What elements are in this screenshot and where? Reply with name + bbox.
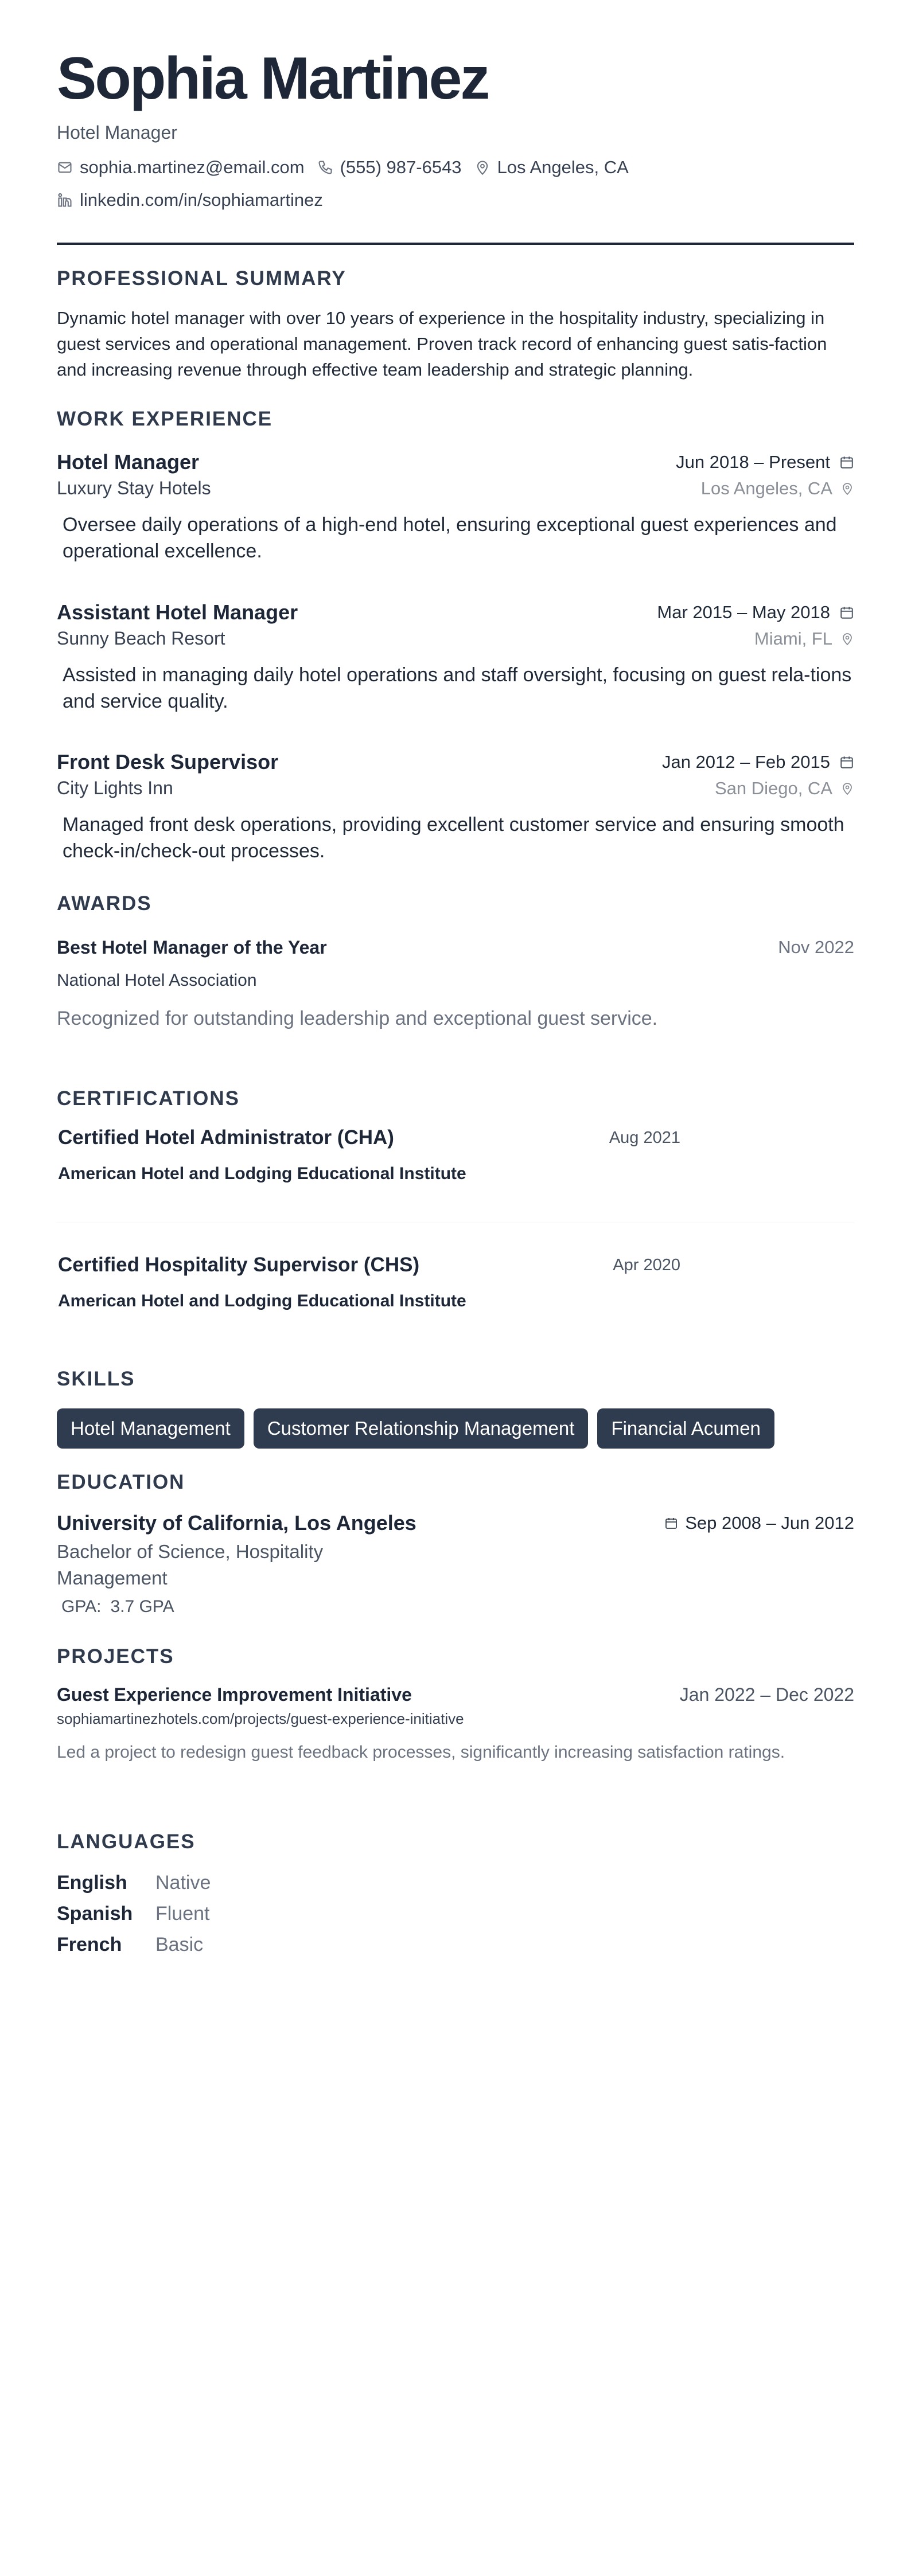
linkedin-text: linkedin.com/in/sophiamartinez [80, 190, 323, 210]
section-title-certifications: CERTIFICATIONS [57, 1087, 240, 1110]
certification-item [58, 1126, 680, 1184]
award-description: Recognized for outstanding leadership and exceptional guest service. [57, 1008, 658, 1029]
certification-item [58, 1254, 680, 1311]
education-school: University of California, Los Angeles [57, 1511, 416, 1535]
map-pin-icon [840, 482, 854, 495]
calendar-icon [664, 1516, 678, 1530]
job-company: Sunny Beach Resort [57, 628, 225, 649]
job-description: Managed front desk operations, providing excellent customer service and ensuring smooth check-in/check-out processes. [63, 814, 844, 862]
location-text: Los Angeles, CA [497, 157, 629, 177]
contact-row [57, 157, 641, 178]
education-date: Sep 2008 – Jun 2012 [664, 1513, 854, 1533]
section-title-summary: PROFESSIONAL SUMMARY [57, 267, 347, 290]
job-date: Mar 2015 – May 2018 [657, 602, 854, 623]
calendar-icon [839, 455, 854, 470]
certification-issuer: American Hotel and Lodging Educational Institute [58, 1291, 466, 1310]
job-company: City Lights Inn [57, 778, 173, 798]
section-title-skills: SKILLS [57, 1368, 135, 1390]
contact-linkedin[interactable] [57, 190, 323, 210]
language-name: Spanish [57, 1903, 133, 1925]
skill-tag: Customer Relationship Management [254, 1408, 589, 1449]
education-degree: Bachelor of Science, Hospitality Management [57, 1541, 324, 1588]
language-level: Fluent [155, 1903, 210, 1925]
job-date: Jan 2012 – Feb 2015 [662, 752, 854, 772]
job-description: Assisted in managing daily hotel operations and staff oversight, focusing on guest rela-tions and service quality. [63, 664, 852, 712]
language-row [57, 1872, 211, 1894]
certification-date: Aug 2021 [609, 1129, 680, 1147]
candidate-name: Sophia Martinez [57, 45, 489, 112]
job-company: Luxury Stay Hotels [57, 478, 211, 498]
candidate-headline: Hotel Manager [57, 122, 177, 143]
linkedin-icon [57, 192, 73, 208]
gpa-value: 3.7 GPA [110, 1597, 174, 1616]
language-row [57, 1934, 203, 1956]
skills-list [57, 1408, 784, 1449]
map-pin-icon [840, 632, 854, 646]
skill-tag: Hotel Management [57, 1408, 244, 1449]
job-title: Front Desk Supervisor [57, 750, 279, 774]
section-title-experience: WORK EXPERIENCE [57, 408, 273, 430]
language-row [57, 1903, 210, 1925]
language-level: Native [155, 1872, 211, 1894]
experience-item [57, 600, 854, 715]
job-description: Oversee daily operations of a high-end hotel, ensuring exceptional guest experiences and operational excellence. [63, 514, 837, 562]
calendar-icon [839, 755, 854, 770]
certification-title: Certified Hospitality Supervisor (CHS) [58, 1254, 420, 1276]
gpa-label: GPA: [61, 1597, 102, 1616]
job-location: Los Angeles, CA [701, 478, 854, 499]
mail-icon [57, 159, 73, 175]
project-link[interactable]: sophiamartinezhotels.com/projects/guest-experience-initiative [57, 1710, 464, 1727]
header-divider [57, 243, 854, 245]
certification-title: Certified Hotel Administrator (CHA) [58, 1126, 394, 1149]
award-date: Nov 2022 [778, 937, 854, 957]
project-title: Guest Experience Improvement Initiative [57, 1684, 412, 1705]
map-pin-icon [840, 782, 854, 795]
contact-location [474, 157, 629, 178]
summary-text: Dynamic hotel manager with over 10 years of experience in the hospitality industry, specializing in guest services and operational management. Proven track record of enhancing guest satis-faction and increasing revenue through effective team leadership and strategic planning. [57, 308, 827, 380]
map-pin-icon [474, 159, 490, 175]
job-location: San Diego, CA [715, 778, 854, 799]
job-date: Jun 2018 – Present [676, 452, 854, 473]
education-item [57, 1511, 854, 1617]
certification-date: Apr 2020 [613, 1256, 680, 1274]
language-level: Basic [155, 1934, 204, 1956]
award-item [57, 937, 854, 1030]
experience-item [57, 750, 854, 864]
education-gpa [57, 1597, 854, 1617]
language-name: English [57, 1872, 127, 1894]
phone-text: (555) 987-6543 [340, 157, 462, 177]
section-title-awards: AWARDS [57, 892, 152, 915]
project-description: Led a project to redesign guest feedback processes, significantly increasing satisfaction ratings. [57, 1743, 785, 1762]
job-location: Miami, FL [754, 629, 854, 649]
contact-phone[interactable] [317, 157, 462, 178]
project-item [57, 1684, 854, 1762]
section-title-languages: LANGUAGES [57, 1830, 196, 1853]
section-title-education: EDUCATION [57, 1471, 185, 1493]
section-title-projects: PROJECTS [57, 1645, 174, 1668]
award-issuer: National Hotel Association [57, 971, 257, 990]
language-name: French [57, 1934, 122, 1956]
calendar-icon [839, 605, 854, 620]
certification-issuer: American Hotel and Lodging Educational Institute [58, 1164, 466, 1183]
project-date: Jan 2022 – Dec 2022 [679, 1684, 854, 1705]
contact-email[interactable] [57, 157, 305, 178]
job-title: Hotel Manager [57, 450, 200, 474]
award-title: Best Hotel Manager of the Year [57, 937, 327, 958]
contact-row-2 [57, 190, 336, 210]
experience-item [57, 450, 854, 564]
skill-tag: Financial Acumen [597, 1408, 774, 1449]
email-text: sophia.martinez@email.com [80, 157, 305, 177]
phone-icon [317, 159, 333, 175]
job-title: Assistant Hotel Manager [57, 600, 298, 624]
